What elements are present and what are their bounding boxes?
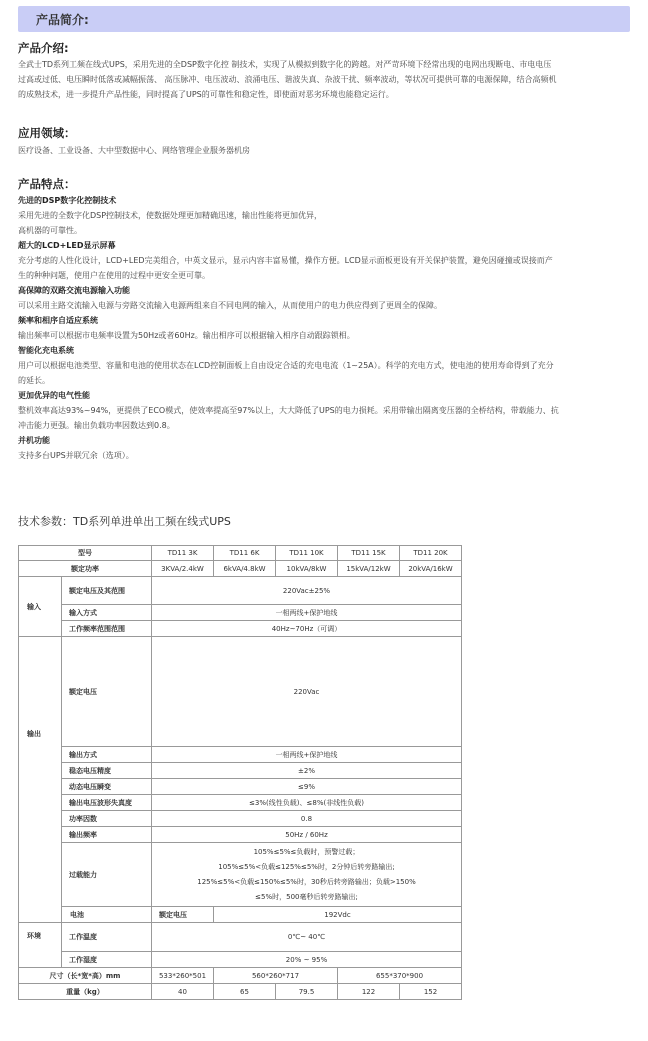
param-label: 工作频率范围范围	[62, 621, 152, 637]
param-value: 50Hz / 60Hz	[152, 827, 462, 843]
feature-text: 生的种种问题，使用户在使用的过程中更安全更可靠。	[18, 271, 210, 280]
table-row	[19, 907, 462, 923]
feature-title-charging: 智能化充电系统	[18, 346, 74, 355]
table-row	[19, 621, 462, 637]
param-value: 一相两线+保护地线	[152, 747, 462, 763]
weight-cell: 152	[400, 984, 462, 1000]
overload-line: 105%≤5%≤负载时，预警过载；	[253, 847, 360, 856]
feature-text: 用户可以根据电池类型、容量和电池的使用状态在LCD控制面板上自由设定合适的充电电流（1~25A）。科学的充电方式，使电池的使用寿命得到了充分	[18, 361, 554, 370]
param-label: 额定电压	[62, 637, 152, 747]
table-row	[19, 984, 462, 1000]
power-cell: 20kVA/16kW	[400, 561, 462, 577]
weight-label: 重量（kg）	[19, 984, 152, 1000]
param-label: 动态电压瞬变	[62, 779, 152, 795]
intro-paragraph	[18, 57, 632, 102]
feature-title-lcd: 超大的LCD+LED显示屏幕	[18, 241, 116, 250]
model-label: 型号	[19, 546, 152, 561]
param-value: 0.8	[152, 811, 462, 827]
feature-text: 的延长。	[18, 376, 50, 385]
table-row	[19, 763, 462, 779]
spec-table	[18, 545, 462, 1000]
param-label: 输出电压波形失真度	[62, 795, 152, 811]
param-value: ≤9%	[152, 779, 462, 795]
feature-title-parallel: 并机功能	[18, 436, 50, 445]
weight-cell: 40	[152, 984, 214, 1000]
model-cell: TD11 20K	[400, 546, 462, 561]
param-value: 20% ~ 95%	[152, 952, 462, 968]
param-label: 输出频率	[62, 827, 152, 843]
feature-text: 充分考虑的人性化设计，LCD+LED完美组合，中英文显示，显示内容丰富易懂，操作方便。LCD显示面板更设有开关保护装置，避免因碰撞或误接而产	[18, 256, 553, 265]
param-value: ±2%	[152, 763, 462, 779]
param-value: 192Vdc	[214, 907, 462, 923]
intro-line: 全武士TD系列工频在线式UPS，采用先进的全DSP数字化控 制技术，实现了从模拟到数字化的跨越。对严苛环境下经常出现的电网出现断电、市电电压	[18, 60, 552, 69]
param-label: 工作湿度	[62, 952, 152, 968]
param-label: 过载能力	[62, 843, 152, 907]
table-row	[19, 811, 462, 827]
application-text: 医疗设备、工业设备、大中型数据中心、网络管理企业服务器机房	[18, 146, 250, 155]
table-row	[19, 637, 462, 747]
intro-line: 过高或过低、电压瞬时低落或减幅振荡、 高压脉冲、电压波动、浪涌电压、谐波失真、杂波干扰、频率波动，等状况可提供可靠的电源保障，结合高频机	[18, 75, 557, 84]
param-value: 220Vac±25%	[152, 577, 462, 605]
size-cell: 655*370*900	[338, 968, 462, 984]
power-cell: 6kVA/4.8kW	[214, 561, 276, 577]
param-value: 一相两线+保护地线	[152, 605, 462, 621]
param-label: 输出方式	[62, 747, 152, 763]
intro-line: 的成熟技术，进一步提升产品性能，同时提高了UPS的可靠性和稳定性，即使面对恶劣环境也能稳定运行。	[18, 90, 394, 99]
table-row	[19, 843, 462, 907]
application-heading: 应用领域：	[18, 126, 76, 140]
power-cell: 15kVA/12kW	[338, 561, 400, 577]
features-heading: 产品特点：	[18, 177, 76, 191]
param-value: 40Hz~70Hz（可调）	[152, 621, 462, 637]
param-label: 稳态电压精度	[62, 763, 152, 779]
param-label: 额定电压	[152, 907, 214, 923]
table-row	[19, 747, 462, 763]
param-value: ≤3%(线性负载)、≤8%(非线性负载)	[152, 795, 462, 811]
feature-title-dsp: 先进的DSP数字化控制技术	[18, 196, 117, 205]
features-list	[18, 193, 632, 463]
param-label: 功率因数	[62, 811, 152, 827]
table-row	[19, 577, 462, 605]
category-output: 输出	[19, 637, 62, 923]
feature-text: 冲击能力更强。输出负载功率因数达到0.8。	[18, 421, 175, 430]
feature-text: 采用先进的全数字化DSP控制技术，使数据处理更加精确迅速，输出性能将更加优异，	[18, 211, 323, 220]
weight-cell: 65	[214, 984, 276, 1000]
model-cell: TD11 15K	[338, 546, 400, 561]
overload-line: ≤5%时，500毫秒后转旁路输出;	[255, 892, 358, 901]
table-row	[19, 952, 462, 968]
param-label: 工作温度	[62, 923, 152, 952]
table-row	[19, 968, 462, 984]
model-cell: TD11 6K	[214, 546, 276, 561]
overload-line: 125%≤5%<负载≤150%≤5%时，30秒后转旁路输出；负载>150%	[197, 877, 416, 886]
size-cell: 533*260*501	[152, 968, 214, 984]
intro-heading: 产品介绍:	[18, 41, 69, 55]
feature-text: 支持多台UPS并联冗余（选项）。	[18, 451, 134, 460]
weight-cell: 79.5	[276, 984, 338, 1000]
overload-line: 105%≤5%<负载≤125%≤5%时，2分钟后转旁路输出;	[218, 862, 395, 871]
feature-text: 可以采用主路交流输入电源与旁路交流输入电源两组来自不同电网的输入，从而使用户的电力供应得到了更周全的保障。	[18, 301, 442, 310]
feature-title-frequency: 频率和相序自适应系统	[18, 316, 98, 325]
param-label: 输入方式	[62, 605, 152, 621]
feature-text: 输出频率可以根据市电频率设置为50Hz或者60Hz。输出相序可以根据输入相序自动跟踪锁相。	[18, 331, 355, 340]
feature-text: 整机效率高达93%~94%，更提供了ECO模式，使效率提高至97%以上，大大降低了UPS的电力损耗。采用带输出隔离变压器的全桥结构，带载能力、抗	[18, 406, 559, 415]
table-row	[19, 561, 462, 577]
feature-text: 高机器的可靠性。	[18, 226, 82, 235]
feature-title-dual-input: 高保障的双路交流电源输入功能	[18, 286, 130, 295]
feature-title-electrical: 更加优异的电气性能	[18, 391, 90, 400]
table-row	[19, 605, 462, 621]
tech-params-title: 技术参数：TD系列单进单出工频在线式UPS	[18, 515, 231, 528]
table-row	[19, 923, 462, 952]
category-environment: 环境	[19, 923, 62, 968]
category-battery: 电池	[62, 907, 152, 923]
product-intro-banner	[18, 6, 630, 32]
category-input: 输入	[19, 577, 62, 637]
banner-title: 产品简介:	[36, 13, 89, 27]
table-row	[19, 827, 462, 843]
power-cell: 10kVA/8kW	[276, 561, 338, 577]
param-value: 220Vac	[152, 637, 462, 747]
param-label: 额定电压及其范围	[62, 577, 152, 605]
weight-cell: 122	[338, 984, 400, 1000]
param-value: 0℃~ 40℃	[152, 923, 462, 952]
size-cell: 560*260*717	[214, 968, 338, 984]
power-label: 额定功率	[19, 561, 152, 577]
table-row	[19, 795, 462, 811]
size-label: 尺寸（长*宽*高）mm	[19, 968, 152, 984]
table-row	[19, 546, 462, 561]
model-cell: TD11 10K	[276, 546, 338, 561]
table-row	[19, 779, 462, 795]
power-cell: 3KVA/2.4kW	[152, 561, 214, 577]
overload-value	[152, 843, 462, 907]
model-cell: TD11 3K	[152, 546, 214, 561]
